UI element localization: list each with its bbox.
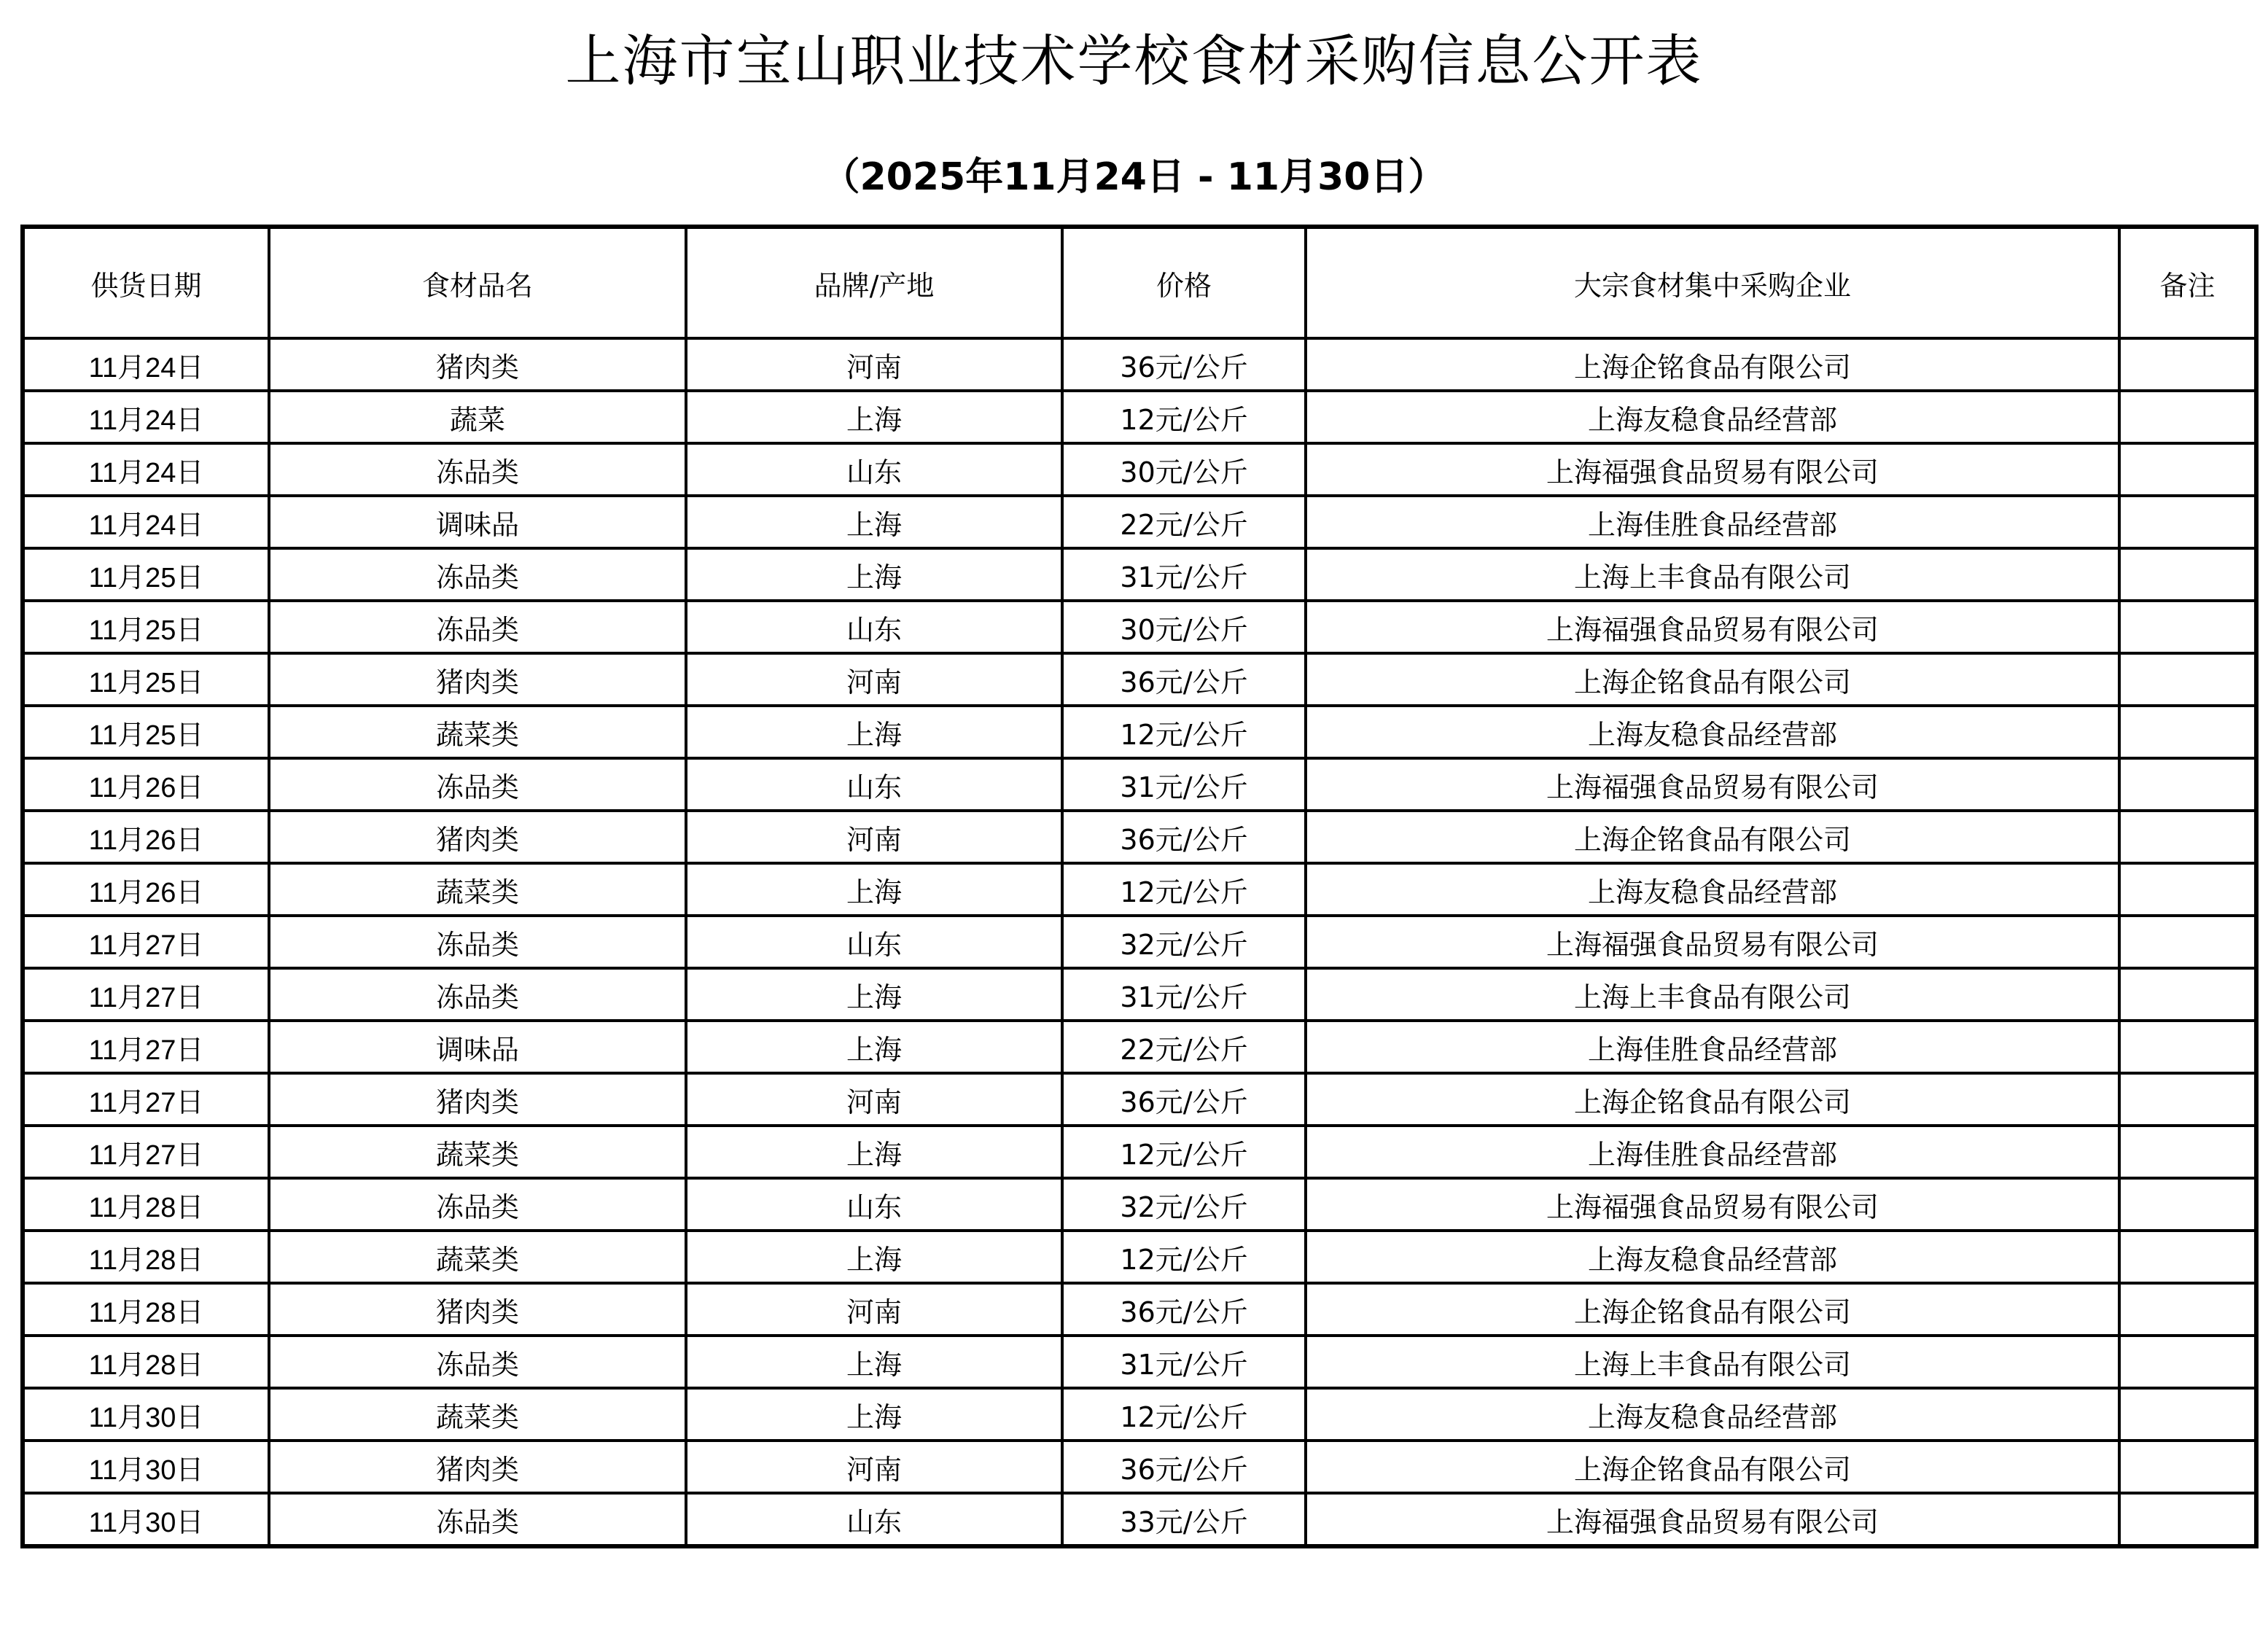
table-row xyxy=(23,1493,2256,1546)
cell-price: 30元/公斤 xyxy=(1062,601,1306,653)
cell-remarks xyxy=(2119,443,2256,496)
cell-remarks xyxy=(2119,548,2256,601)
cell-supply-date: 11月30日 xyxy=(23,1388,269,1441)
table-row xyxy=(23,916,2256,968)
table-row xyxy=(23,706,2256,758)
cell-remarks xyxy=(2119,1336,2256,1388)
cell-item-name: 冻品类 xyxy=(269,968,686,1021)
cell-supplier: 上海福强食品贸易有限公司 xyxy=(1306,601,2119,653)
cell-supplier: 上海佳胜食品经营部 xyxy=(1306,1021,2119,1073)
header-item-name: 食材品名 xyxy=(269,227,686,338)
cell-remarks xyxy=(2119,811,2256,863)
cell-remarks xyxy=(2119,968,2256,1021)
cell-price: 31元/公斤 xyxy=(1062,968,1306,1021)
cell-remarks xyxy=(2119,391,2256,443)
cell-supplier: 上海福强食品贸易有限公司 xyxy=(1306,916,2119,968)
page-title: 上海市宝山职业技术学校食材采购信息公开表 xyxy=(565,28,1703,93)
cell-item-name: 冻品类 xyxy=(269,601,686,653)
cell-brand-origin: 山东 xyxy=(686,758,1062,811)
table-row xyxy=(23,968,2256,1021)
cell-supply-date: 11月24日 xyxy=(23,496,269,548)
table-row xyxy=(23,1126,2256,1178)
cell-supply-date: 11月24日 xyxy=(23,338,269,391)
cell-price: 12元/公斤 xyxy=(1062,863,1306,916)
cell-supply-date: 11月28日 xyxy=(23,1231,269,1283)
cell-item-name: 猪肉类 xyxy=(269,1283,686,1336)
table-row xyxy=(23,1073,2256,1126)
table-row xyxy=(23,1178,2256,1231)
cell-remarks xyxy=(2119,1073,2256,1126)
cell-supplier: 上海上丰食品有限公司 xyxy=(1306,1336,2119,1388)
cell-supplier: 上海福强食品贸易有限公司 xyxy=(1306,1178,2119,1231)
cell-brand-origin: 河南 xyxy=(686,1441,1062,1493)
cell-brand-origin: 河南 xyxy=(686,1283,1062,1336)
cell-price: 32元/公斤 xyxy=(1062,916,1306,968)
cell-price: 32元/公斤 xyxy=(1062,1178,1306,1231)
cell-brand-origin: 上海 xyxy=(686,706,1062,758)
cell-item-name: 蔬菜类 xyxy=(269,1388,686,1441)
cell-remarks xyxy=(2119,1493,2256,1546)
table-row xyxy=(23,496,2256,548)
cell-supply-date: 11月26日 xyxy=(23,863,269,916)
cell-brand-origin: 河南 xyxy=(686,1073,1062,1126)
cell-brand-origin: 山东 xyxy=(686,1178,1062,1231)
cell-brand-origin: 上海 xyxy=(686,1231,1062,1283)
cell-item-name: 冻品类 xyxy=(269,758,686,811)
cell-supply-date: 11月25日 xyxy=(23,653,269,706)
cell-item-name: 蔬菜类 xyxy=(269,706,686,758)
cell-remarks xyxy=(2119,1231,2256,1283)
cell-supply-date: 11月27日 xyxy=(23,968,269,1021)
cell-item-name: 冻品类 xyxy=(269,1336,686,1388)
cell-supply-date: 11月28日 xyxy=(23,1283,269,1336)
cell-item-name: 冻品类 xyxy=(269,1493,686,1546)
cell-price: 31元/公斤 xyxy=(1062,758,1306,811)
cell-brand-origin: 上海 xyxy=(686,968,1062,1021)
cell-item-name: 蔬菜类 xyxy=(269,1126,686,1178)
table-row xyxy=(23,863,2256,916)
cell-supply-date: 11月26日 xyxy=(23,811,269,863)
header-supplier: 大宗食材集中采购企业 xyxy=(1306,227,2119,338)
cell-remarks xyxy=(2119,863,2256,916)
cell-brand-origin: 上海 xyxy=(686,863,1062,916)
date-range-subtitle: （2025年11月24日 - 11月30日） xyxy=(822,155,1446,199)
table-body xyxy=(23,338,2256,1546)
cell-remarks xyxy=(2119,601,2256,653)
cell-supply-date: 11月27日 xyxy=(23,916,269,968)
cell-brand-origin: 上海 xyxy=(686,1021,1062,1073)
cell-supplier: 上海企铭食品有限公司 xyxy=(1306,653,2119,706)
cell-supplier: 上海上丰食品有限公司 xyxy=(1306,548,2119,601)
table-row xyxy=(23,811,2256,863)
cell-item-name: 蔬菜类 xyxy=(269,1231,686,1283)
cell-supplier: 上海友稳食品经营部 xyxy=(1306,863,2119,916)
header-price: 价格 xyxy=(1062,227,1306,338)
cell-supplier: 上海福强食品贸易有限公司 xyxy=(1306,443,2119,496)
cell-supply-date: 11月28日 xyxy=(23,1336,269,1388)
cell-brand-origin: 河南 xyxy=(686,338,1062,391)
cell-supplier: 上海佳胜食品经营部 xyxy=(1306,1126,2119,1178)
cell-remarks xyxy=(2119,1021,2256,1073)
cell-supplier: 上海友稳食品经营部 xyxy=(1306,706,2119,758)
cell-brand-origin: 上海 xyxy=(686,1388,1062,1441)
table-row xyxy=(23,1021,2256,1073)
cell-price: 31元/公斤 xyxy=(1062,548,1306,601)
cell-brand-origin: 上海 xyxy=(686,1336,1062,1388)
cell-item-name: 冻品类 xyxy=(269,1178,686,1231)
header-brand-origin: 品牌/产地 xyxy=(686,227,1062,338)
cell-supplier: 上海企铭食品有限公司 xyxy=(1306,1441,2119,1493)
cell-supply-date: 11月27日 xyxy=(23,1126,269,1178)
table-row xyxy=(23,338,2256,391)
cell-item-name: 猪肉类 xyxy=(269,1073,686,1126)
cell-remarks xyxy=(2119,1388,2256,1441)
cell-item-name: 冻品类 xyxy=(269,916,686,968)
cell-brand-origin: 上海 xyxy=(686,1126,1062,1178)
cell-supplier: 上海友稳食品经营部 xyxy=(1306,391,2119,443)
cell-brand-origin: 山东 xyxy=(686,601,1062,653)
cell-remarks xyxy=(2119,338,2256,391)
cell-brand-origin: 上海 xyxy=(686,548,1062,601)
cell-price: 36元/公斤 xyxy=(1062,1441,1306,1493)
cell-supplier: 上海企铭食品有限公司 xyxy=(1306,1073,2119,1126)
table-row xyxy=(23,601,2256,653)
cell-remarks xyxy=(2119,496,2256,548)
cell-item-name: 蔬菜 xyxy=(269,391,686,443)
table-header-row xyxy=(23,227,2256,338)
cell-supply-date: 11月30日 xyxy=(23,1493,269,1546)
cell-remarks xyxy=(2119,916,2256,968)
header-remarks: 备注 xyxy=(2119,227,2256,338)
cell-remarks xyxy=(2119,758,2256,811)
table-row xyxy=(23,548,2256,601)
cell-item-name: 调味品 xyxy=(269,496,686,548)
cell-price: 36元/公斤 xyxy=(1062,338,1306,391)
cell-brand-origin: 山东 xyxy=(686,916,1062,968)
cell-remarks xyxy=(2119,1178,2256,1231)
cell-remarks xyxy=(2119,1283,2256,1336)
cell-supply-date: 11月27日 xyxy=(23,1073,269,1126)
cell-supply-date: 11月25日 xyxy=(23,706,269,758)
table-row xyxy=(23,1231,2256,1283)
cell-price: 12元/公斤 xyxy=(1062,706,1306,758)
cell-item-name: 猪肉类 xyxy=(269,811,686,863)
cell-price: 12元/公斤 xyxy=(1062,1231,1306,1283)
cell-supplier: 上海佳胜食品经营部 xyxy=(1306,496,2119,548)
procurement-table xyxy=(20,225,2259,1548)
cell-item-name: 冻品类 xyxy=(269,443,686,496)
cell-price: 36元/公斤 xyxy=(1062,653,1306,706)
cell-price: 36元/公斤 xyxy=(1062,1073,1306,1126)
cell-item-name: 猪肉类 xyxy=(269,1441,686,1493)
cell-remarks xyxy=(2119,706,2256,758)
cell-supply-date: 11月24日 xyxy=(23,443,269,496)
cell-supply-date: 11月30日 xyxy=(23,1441,269,1493)
cell-supply-date: 11月24日 xyxy=(23,391,269,443)
cell-item-name: 猪肉类 xyxy=(269,338,686,391)
cell-supply-date: 11月27日 xyxy=(23,1021,269,1073)
cell-price: 36元/公斤 xyxy=(1062,811,1306,863)
table-row xyxy=(23,391,2256,443)
cell-price: 31元/公斤 xyxy=(1062,1336,1306,1388)
cell-price: 22元/公斤 xyxy=(1062,1021,1306,1073)
cell-supplier: 上海福强食品贸易有限公司 xyxy=(1306,758,2119,811)
cell-supplier: 上海福强食品贸易有限公司 xyxy=(1306,1493,2119,1546)
cell-supply-date: 11月25日 xyxy=(23,601,269,653)
cell-price: 30元/公斤 xyxy=(1062,443,1306,496)
cell-price: 22元/公斤 xyxy=(1062,496,1306,548)
cell-item-name: 冻品类 xyxy=(269,548,686,601)
table-row xyxy=(23,1441,2256,1493)
cell-item-name: 调味品 xyxy=(269,1021,686,1073)
cell-supplier: 上海企铭食品有限公司 xyxy=(1306,1283,2119,1336)
table-row xyxy=(23,758,2256,811)
table-row xyxy=(23,1283,2256,1336)
table-row xyxy=(23,1388,2256,1441)
cell-price: 33元/公斤 xyxy=(1062,1493,1306,1546)
cell-item-name: 蔬菜类 xyxy=(269,863,686,916)
cell-supplier: 上海友稳食品经营部 xyxy=(1306,1388,2119,1441)
cell-supply-date: 11月25日 xyxy=(23,548,269,601)
cell-supplier: 上海企铭食品有限公司 xyxy=(1306,811,2119,863)
table-row xyxy=(23,653,2256,706)
cell-brand-origin: 山东 xyxy=(686,1493,1062,1546)
cell-supply-date: 11月28日 xyxy=(23,1178,269,1231)
cell-brand-origin: 上海 xyxy=(686,391,1062,443)
cell-price: 12元/公斤 xyxy=(1062,1126,1306,1178)
cell-brand-origin: 河南 xyxy=(686,653,1062,706)
cell-price: 12元/公斤 xyxy=(1062,391,1306,443)
cell-supply-date: 11月26日 xyxy=(23,758,269,811)
cell-supplier: 上海企铭食品有限公司 xyxy=(1306,338,2119,391)
cell-remarks xyxy=(2119,1441,2256,1493)
cell-price: 12元/公斤 xyxy=(1062,1388,1306,1441)
cell-remarks xyxy=(2119,1126,2256,1178)
cell-brand-origin: 山东 xyxy=(686,443,1062,496)
cell-price: 36元/公斤 xyxy=(1062,1283,1306,1336)
cell-supplier: 上海友稳食品经营部 xyxy=(1306,1231,2119,1283)
cell-brand-origin: 上海 xyxy=(686,496,1062,548)
table-row xyxy=(23,1336,2256,1388)
header-supply-date: 供货日期 xyxy=(23,227,269,338)
cell-item-name: 猪肉类 xyxy=(269,653,686,706)
cell-supplier: 上海上丰食品有限公司 xyxy=(1306,968,2119,1021)
cell-brand-origin: 河南 xyxy=(686,811,1062,863)
table-row xyxy=(23,443,2256,496)
cell-remarks xyxy=(2119,653,2256,706)
